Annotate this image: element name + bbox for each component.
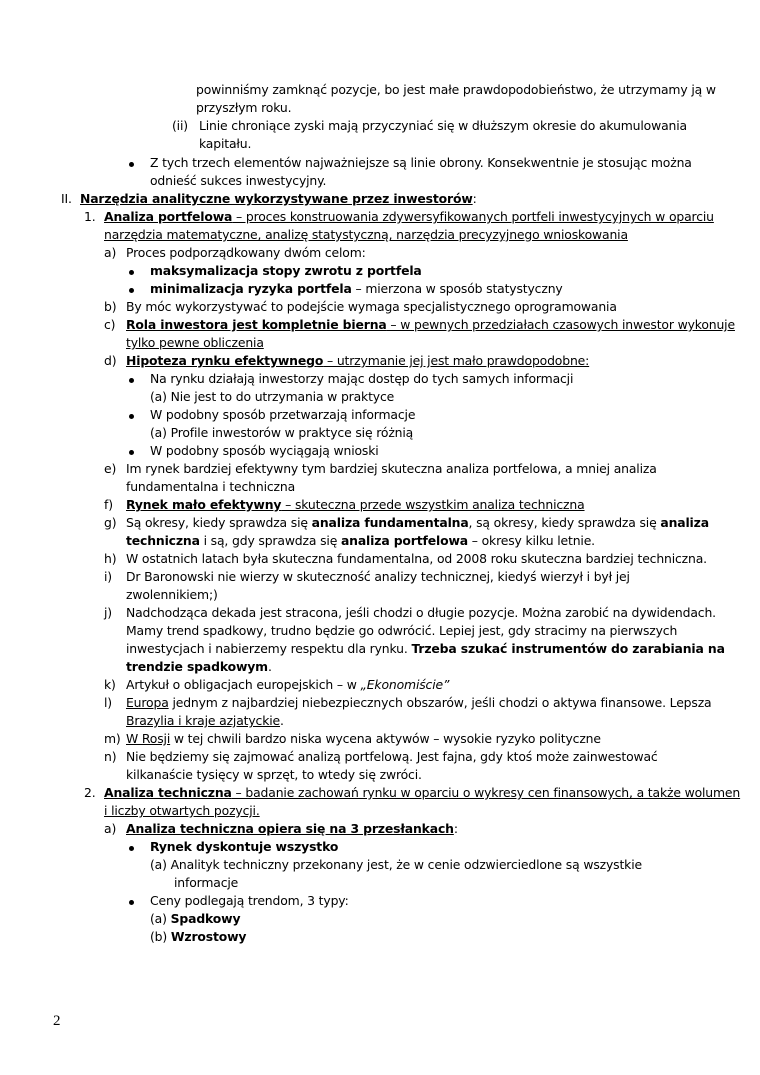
text-line [104,226,628,244]
text-line [126,586,218,604]
text-segment: b) [104,299,117,314]
text-segment: – mierzona w sposób statystyczny [351,281,563,296]
text-line [126,298,617,316]
text-segment: (a) Profile inwestorów w praktyce się różnią [150,425,414,440]
list-marker [104,694,112,712]
text-segment: Nie będziemy się zajmować analizą portfelową. Jest fajna, gdy ktoś może zainwestować [126,749,658,764]
text-segment: Mamy trend spadkowy, trudno będzie go odwrócić. Lepiej jest, gdy stracimy na pierwszych [126,623,678,638]
text-line [126,352,589,370]
text-segment: 1. [84,209,96,224]
text-line [126,460,657,478]
text-segment: i są, gdy sprawdza się [199,533,341,548]
text-segment: Trzeba szukać instrumentów do zarabiania na [411,641,725,656]
text-segment: i liczby otwartych pozycji. [104,803,260,818]
bullet-icon [129,900,134,905]
text-segment: Rola inwestora jest kompletnie bierna [126,317,387,332]
list-marker [104,244,116,262]
text-segment: – okresy kilku letnie. [467,533,595,548]
bullet-icon [129,378,134,383]
text-segment: tylko pewne obliczenia [126,335,264,350]
list-marker [104,820,116,838]
text-segment: inwestycjach i nabierzemy respektu dla rynku. [126,641,412,656]
text-segment: h) [104,551,117,566]
text-segment: Artykuł o obligacjach europejskich – w [126,677,361,692]
text-line [150,370,573,388]
text-segment: analiza [660,515,709,530]
text-line [150,856,642,874]
list-marker [84,208,96,226]
text-line [150,280,563,298]
text-line [126,622,677,640]
text-segment: d) [104,353,117,368]
list-marker [104,604,112,622]
text-segment: – w pewnych przedziałach czasowych inwestor wykonuje [386,317,735,332]
text-line [104,784,740,802]
text-segment: – badanie zachowań rynku w oparciu o wykresy cen finansowych, a także wolumen [231,785,741,800]
text-segment: Są okresy, kiedy sprawdza się [126,515,312,530]
text-segment: j) [104,605,112,620]
text-segment: odnieść sukces inwestycyjny. [150,173,327,188]
text-segment: a) [104,245,117,260]
text-line [126,550,707,568]
text-segment: : [472,191,477,206]
text-segment: „Ekonomiście” [360,677,450,692]
list-marker [104,730,121,748]
text-segment: Proces podporządkowany dwóm celom: [126,245,366,260]
text-segment: l) [104,695,112,710]
list-marker [104,550,116,568]
text-line [150,262,422,280]
text-segment: (ii) [172,118,188,133]
text-line [126,532,595,550]
text-line [150,442,379,460]
text-segment: trendzie spadkowym [126,659,268,674]
list-marker [104,460,116,478]
bullet-icon [129,288,134,293]
text-segment: W podobny sposób przetwarzają informacje [150,407,416,422]
text-segment: – utrzymanie jej jest mało prawdopodobne: [323,353,590,368]
text-line [126,658,272,676]
text-segment: k) [104,677,116,692]
text-line [126,730,601,748]
text-line [150,406,415,424]
text-segment: Dr Baronowski nie wierzy w skuteczność analizy technicznej, kiedyś wierzył i był jej [126,569,630,584]
text-line [126,820,458,838]
text-segment: Narzędzia analityczne wykorzystywane przez inwestorów [80,191,473,206]
text-segment: . [267,659,272,674]
text-segment: Analiza portfelowa [104,209,233,224]
text-segment: Rynek mało efektywny [126,497,282,512]
text-line [126,694,712,712]
text-line [126,334,264,352]
text-segment: w tej chwili bardzo niska wycena aktywów – wysokie ryzyko polityczne [170,731,601,746]
text-segment: W Rosji [126,731,171,746]
text-segment: kapitału. [199,136,252,151]
text-segment: . [280,713,284,728]
text-segment: (a) Nie jest to do utrzymania w praktyce [150,389,395,404]
text-line [126,244,366,262]
text-segment: m) [104,731,121,746]
text-line [150,892,349,910]
list-marker [104,352,116,370]
text-line [104,208,714,226]
text-line [126,676,449,694]
text-segment: Na rynku działają inwestorzy mając dostęp do tych samych informacji [150,371,574,386]
list-marker [104,748,116,766]
section-heading [80,190,477,208]
text-segment: informacje [174,875,239,890]
text-segment: 2. [84,785,96,800]
text-segment: fundamentalna i techniczna [126,479,296,494]
text-line [150,172,326,190]
text-line [196,81,716,99]
text-segment: , są okresy, kiedy sprawdza się [468,515,661,530]
text-segment: Rynek dyskontuje wszystko [150,839,339,854]
text-line [126,568,630,586]
text-line [126,316,735,334]
text-line [150,838,338,856]
text-segment: maksymalizacja stopy zwrotu z portfela [150,263,422,278]
text-line [150,910,240,928]
text-segment: – skuteczna przede wszystkim analiza techniczna [281,497,585,512]
text-segment: (b) [150,929,171,944]
text-line [199,117,687,135]
list-marker [104,514,116,532]
bullet-icon [129,162,134,167]
text-segment: jednym z najbardziej niebezpiecznych obszarów, jeśli chodzi o aktywa finansowe. Lepsza [168,695,712,710]
text-line [126,712,284,730]
text-segment: powinniśmy zamknąć pozycje, bo jest małe prawdopodobieństwo, że utrzymamy ją w [196,82,716,97]
text-segment: a) [104,821,117,836]
text-segment: Linie chroniące zyski mają przyczyniać się w dłuższym okresie do akumulowania [199,118,687,133]
bullet-icon [129,846,134,851]
text-segment: narzędzia matematyczne, analizę statystyczną, narzędzia precyzyjnego wnioskowania [104,227,628,242]
text-line [126,748,658,766]
text-line [174,874,238,892]
text-segment: zwolennikiem;) [126,587,218,602]
text-segment: Spadkowy [170,911,241,926]
text-segment: techniczna [126,533,200,548]
text-segment: Nadchodząca dekada jest stracona, jeśli chodzi o długie pozycje. Można zarobić na dywidendach. [126,605,716,620]
text-segment: kilkanaście tysięcy w sprzęt, to wtedy się zwróci. [126,767,422,782]
list-marker [84,784,96,802]
text-line [126,640,725,658]
text-segment: Analiza techniczna opiera się na 3 przesłankach [126,821,454,836]
text-segment: Im rynek bardziej efektywny tym bardziej skuteczna analiza portfelowa, a mniej analiza [126,461,657,476]
list-marker [104,316,115,334]
text-segment: przyszłym roku. [196,100,292,115]
text-segment: W ostatnich latach była skuteczna fundamentalna, od 2008 roku skuteczna bardziej techniczna. [126,551,707,566]
text-segment: minimalizacja ryzyka portfela [150,281,352,296]
list-marker [104,676,116,694]
text-line [150,154,692,172]
text-segment: analiza portfelowa [340,533,468,548]
text-segment: Analiza techniczna [104,785,232,800]
text-segment: Ceny podlegają trendom, 3 typy: [150,893,349,908]
list-marker [104,568,112,586]
text-line [126,604,716,622]
text-line [104,802,260,820]
text-segment: Z tych trzech elementów najważniejsze są linie obrony. Konsekwentnie je stosując można [150,155,692,170]
text-line [126,496,585,514]
list-marker [104,496,113,514]
text-segment: – proces konstruowania zdywersyfikowanych portfeli inwestycyjnych w oparciu [232,209,714,224]
text-segment: e) [104,461,117,476]
text-segment: (a) Analityk techniczny przekonany jest, że w cenie odzwierciedlone są wszystkie [150,857,642,872]
text-segment: By móc wykorzystywać to podejście wymaga specjalistycznego oprogramowania [126,299,617,314]
text-segment: i) [104,569,112,584]
text-line [126,766,422,784]
text-segment: analiza fundamentalna [311,515,469,530]
text-line [196,99,291,117]
text-line [150,424,413,442]
page-number: 2 [53,1013,61,1029]
list-marker [61,190,72,208]
bullet-icon [129,414,134,419]
list-marker [172,117,188,135]
text-segment: n) [104,749,117,764]
text-segment: g) [104,515,117,530]
text-segment: Hipoteza rynku efektywnego [126,353,324,368]
text-segment: c) [104,317,116,332]
text-segment: (a) [150,911,171,926]
text-segment: Europa [126,695,169,710]
bullet-icon [129,450,134,455]
text-line [126,514,709,532]
text-segment: f) [104,497,113,512]
text-segment: : [453,821,458,836]
text-line [150,388,394,406]
list-marker [104,298,116,316]
text-line [126,478,295,496]
text-segment: II. [61,191,72,206]
text-segment: Wzrostowy [170,929,247,944]
text-segment: Brazylia i kraje azjatyckie [126,713,281,728]
bullet-icon [129,270,134,275]
text-line [199,135,251,153]
text-segment: W podobny sposób wyciągają wnioski [150,443,379,458]
text-line [150,928,246,946]
